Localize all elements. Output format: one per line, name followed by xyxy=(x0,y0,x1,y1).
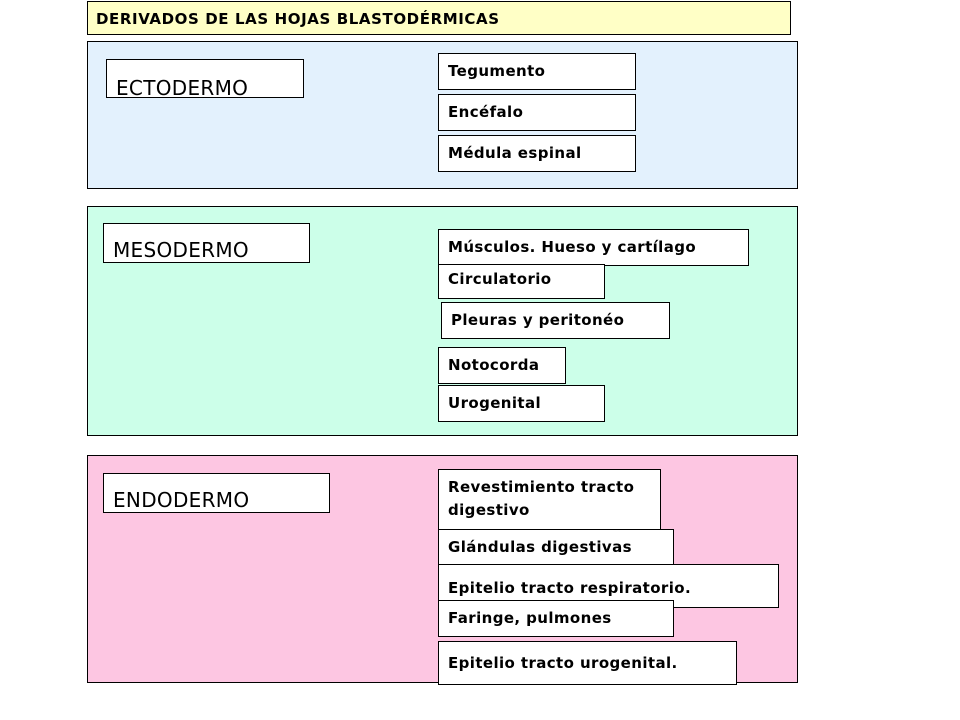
mesoderm-item-circulatorio: Circulatorio xyxy=(438,264,605,299)
endoderm-item-epitelio-respiratorio: Epitelio tracto respiratorio. xyxy=(438,564,779,608)
endoderm-item-glandulas: Glándulas digestivas xyxy=(438,529,674,566)
mesoderm-label: MESODERMO xyxy=(103,223,310,263)
ectoderm-item-encefalo: Encéfalo xyxy=(438,94,636,131)
mesoderm-item-musculos: Músculos. Hueso y cartílago xyxy=(438,229,749,266)
endoderm-item-epitelio-urogenital: Epitelio tracto urogenital. xyxy=(438,641,737,685)
mesoderm-item-notocorda: Notocorda xyxy=(438,347,566,384)
endoderm-item-faringe: Faringe, pulmones xyxy=(438,600,674,637)
mesoderm-item-urogenital: Urogenital xyxy=(438,385,605,422)
endoderm-label: ENDODERMO xyxy=(103,473,330,513)
endoderm-item-revestimiento: Revestimiento tracto digestivo xyxy=(438,469,661,531)
page-title: DERIVADOS DE LAS HOJAS BLASTODÉRMICAS xyxy=(87,1,791,35)
mesoderm-item-pleuras: Pleuras y peritonéo xyxy=(441,302,670,339)
ectoderm-item-medula: Médula espinal xyxy=(438,135,636,172)
ectoderm-label: ECTODERMO xyxy=(106,59,304,98)
ectoderm-item-tegumento: Tegumento xyxy=(438,53,636,90)
